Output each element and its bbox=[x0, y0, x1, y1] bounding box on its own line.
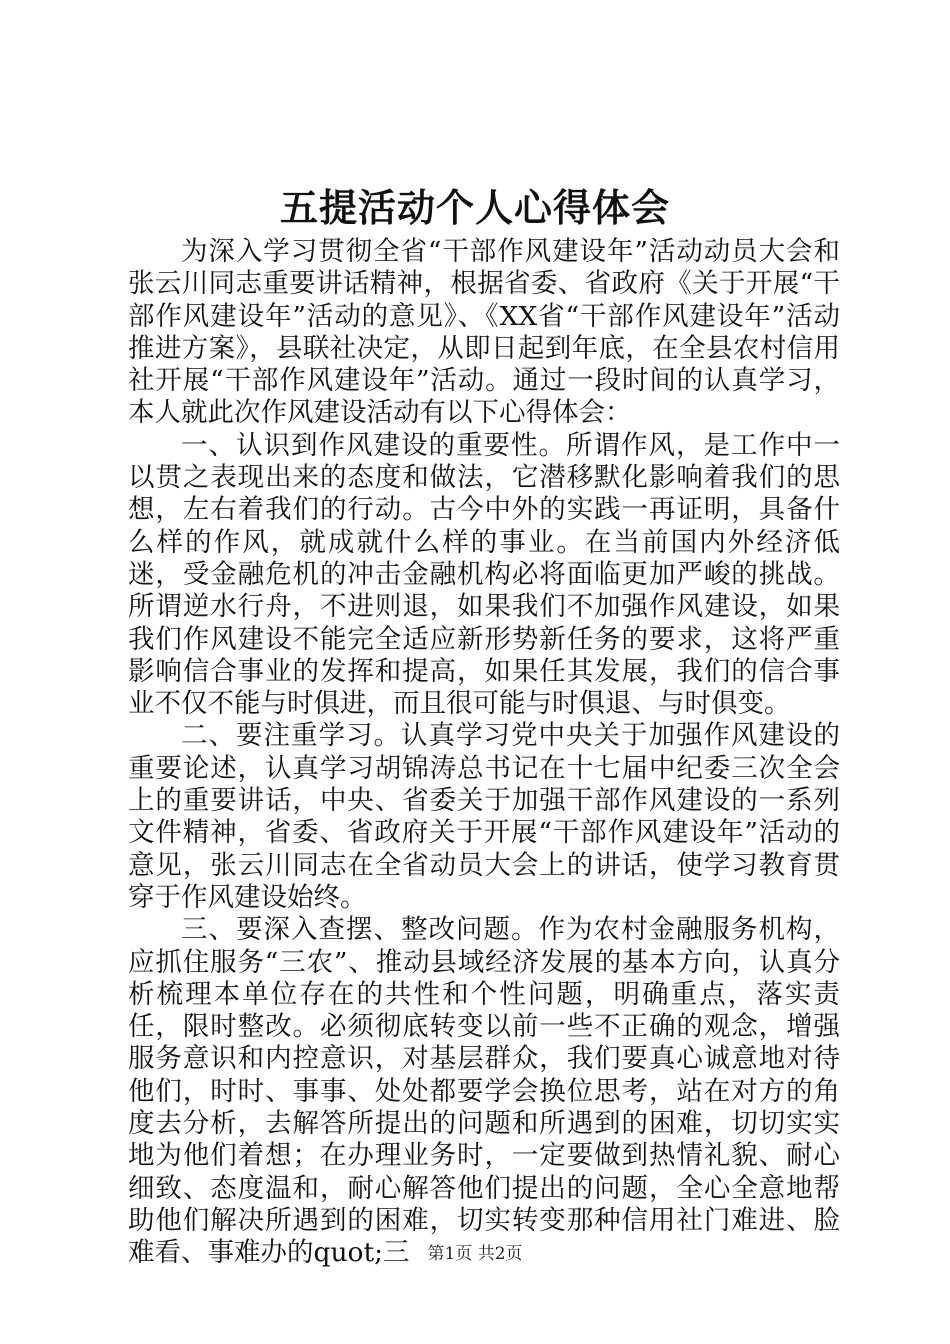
paragraph-section-3: 三、要深入查摆、整改问题。作为农村金融服务机构，应抓住服务“三农”、推动县域经济发展的基本方向，认真分析梳理本单位存在的共性和个性问题，明确重点，落实责任，限时整改。必须彻底转变以前一些不正确的观念，增强服务意识和内控意识，对基层群众，我们要真心诚意地对待他们，时时、事事、处处都要学会换位思考，站在对方的角度去分析，去解答所提出的问题和所遇到的困难，切切实实地为他们着想；在办理业务时，一定要做到热情礼貌、耐心细致、态度温和，耐心解答他们提出的问题，全心全意地帮助他们解决所遇到的困难，切实转变那种信用社门难进、脸难看、事难办的quot;三 bbox=[128, 914, 840, 1269]
page-number-footer: 第1页 共2页 bbox=[427, 1244, 523, 1264]
paragraph-intro: 为深入学习贯彻全省“干部作风建设年”活动动员大会和张云川同志重要讲话精神，根据省委、省政府《关于开展“干部作风建设年”活动的意见》、《XX省“干部作风建设年”活动推进方案》，县联社决定，从即日起到年底，在全县农村信用社开展“干部作风建设年”活动。通过一段时间的认真学习，本人就此次作风建设活动有以下心得体会： bbox=[128, 236, 840, 429]
paragraph-section-1: 一、认识到作风建设的重要性。所谓作风，是工作中一以贯之表现出来的态度和做法，它潜移默化影响着我们的思想，左右着我们的行动。古今中外的实践一再证明，具备什么样的作风，就成就什么样的事业。在当前国内外经济低迷，受金融危机的冲击金融机构必将面临更加严峻的挑战。所谓逆水行舟，不进则退，如果我们不加强作风建设，如果我们作风建设不能完全适应新形势新任务的要求，这将严重影响信合事业的发挥和提高，如果任其发展，我们的信合事业不仅不能与时俱进，而且很可能与时俱退、与时俱变。 bbox=[128, 429, 840, 720]
paragraph-section-2: 二、要注重学习。认真学习党中央关于加强作风建设的重要论述，认真学习胡锦涛总书记在十七届中纪委三次全会上的重要讲话，中央、省委关于加强干部作风建设的一系列文件精神，省委、省政府关于开展“干部作风建设年”活动的意见，张云川同志在全省动员大会上的讲话，使学习教育贯穿于作风建设始终。 bbox=[128, 720, 840, 913]
document-body bbox=[128, 236, 840, 1270]
document-title: 五提活动个人心得体会 bbox=[279, 185, 670, 230]
